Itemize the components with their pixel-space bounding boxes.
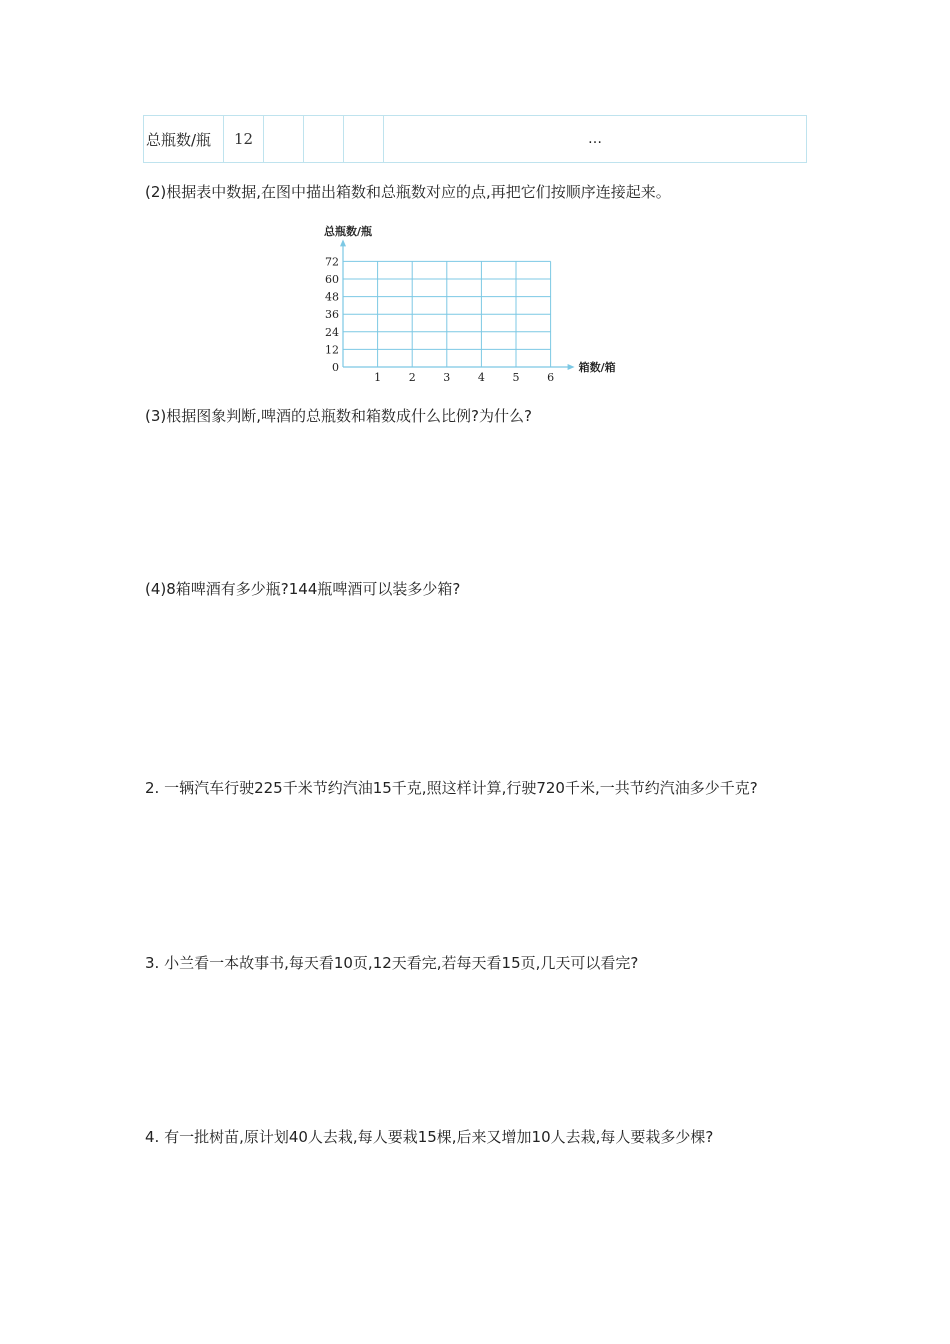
table-cell xyxy=(304,116,344,162)
y-tick-label: 72 xyxy=(325,255,339,269)
question-2-text: (2)根据表中数据,在图中描出箱数和总瓶数对应的点,再把它们按顺序连接起来。 xyxy=(145,183,671,201)
table-cell-ellipsis: … xyxy=(588,131,602,147)
x-tick-label: 3 xyxy=(443,371,451,384)
table-cell: 12 xyxy=(224,116,264,162)
question-3-text: (3)根据图象判断,啤酒的总瓶数和箱数成什么比例?为什么? xyxy=(145,407,532,425)
x-axis-arrow xyxy=(568,364,575,370)
question-4-text: (4)8箱啤酒有多少瓶?144瓶啤酒可以装多少箱? xyxy=(145,580,461,598)
table-row-header: 总瓶数/瓶 xyxy=(144,116,224,162)
table-cell xyxy=(264,116,304,162)
data-table xyxy=(143,115,807,163)
y-tick-label: 24 xyxy=(325,325,339,339)
x-tick-label: 2 xyxy=(408,371,416,384)
y-axis-label: 总瓶数/瓶 xyxy=(324,225,373,238)
y-tick-label: 60 xyxy=(325,273,339,286)
y-tick-label: 36 xyxy=(325,308,339,322)
y-tick-label: 0 xyxy=(332,361,339,374)
x-tick-label: 6 xyxy=(547,371,555,384)
x-tick-label: 5 xyxy=(512,371,520,384)
y-tick-label: 48 xyxy=(325,290,339,304)
problem-3-text: 3. 小兰看一本故事书,每天看10页,12天看完,若每天看15页,几天可以看完? xyxy=(145,954,639,972)
x-tick-label: 4 xyxy=(477,371,485,384)
y-tick-label: 12 xyxy=(325,343,339,357)
table-cell xyxy=(344,116,384,162)
y-axis-arrow xyxy=(340,239,346,246)
grid-chart xyxy=(315,220,635,385)
problem-4-text: 4. 有一批树苗,原计划40人去栽,每人要栽15棵,后来又增加10人去栽,每人要栽多少棵? xyxy=(145,1128,714,1146)
problem-2-text: 2. 一辆汽车行驶225千米节约汽油15千克,照这样计算,行驶720千米,一共节约汽油多少千克? xyxy=(145,779,758,797)
x-axis-label: 箱数/箱 xyxy=(578,361,616,374)
x-tick-label: 1 xyxy=(374,371,382,384)
